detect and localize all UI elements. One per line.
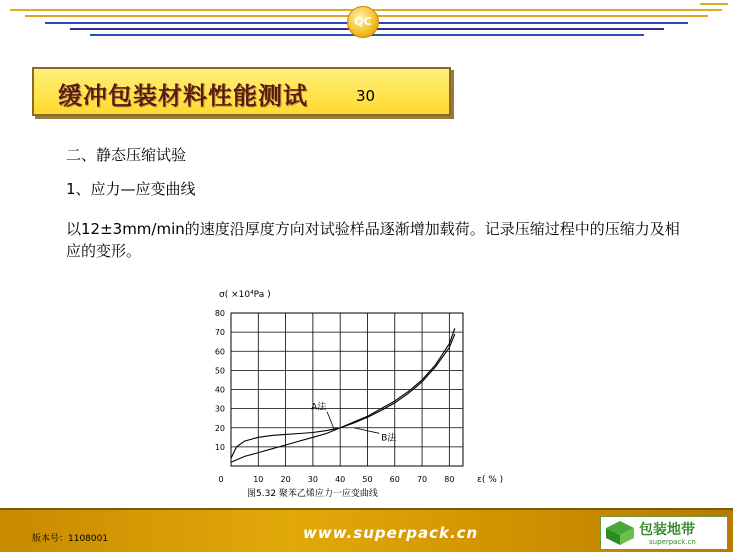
y-tick-label: 50 [214, 366, 225, 376]
x-axis-label: ε( % ) [477, 475, 504, 485]
y-tick-label: 70 [214, 328, 225, 338]
footer-url-link[interactable]: www.superpack.cn [303, 524, 479, 542]
x-tick-label: 70 [416, 475, 428, 484]
version-number: 版本号：1108001 [32, 534, 109, 544]
series-line-b [231, 328, 455, 462]
x-tick-label: 80 [444, 475, 455, 484]
y-tick-label: 30 [214, 404, 225, 414]
x-tick-label: 30 [307, 475, 318, 484]
page-number: 30 [356, 87, 376, 105]
y-tick-label: 80 [214, 309, 225, 318]
slide-title: 缓冲包装材料性能测试 [58, 82, 308, 110]
y-tick-label: 20 [214, 423, 225, 433]
x-tick-label: 60 [389, 475, 400, 484]
section-heading: 二、静态压缩试验 [66, 146, 187, 164]
annotation-a: A法 [311, 402, 327, 413]
logo-text: 包装地带 [639, 522, 695, 538]
y-axis-label: σ( ×10⁴Pa ) [219, 290, 271, 300]
x-tick-label: 20 [280, 475, 291, 484]
y-tick-label: 40 [214, 385, 225, 395]
y-tick-label: 10 [214, 442, 225, 452]
x-tick-label: 10 [253, 475, 264, 484]
package-box-icon [604, 519, 636, 546]
y-tick-label: 60 [214, 347, 225, 357]
x-tick-label: 40 [335, 475, 346, 484]
subsection-heading: 1、应力—应变曲线 [66, 180, 196, 198]
annotation-b-leader [354, 428, 379, 434]
footer-bar [0, 508, 733, 552]
slide-title-box [32, 67, 451, 116]
x-tick-label: 0 [218, 475, 224, 484]
x-tick-label: 50 [362, 475, 373, 484]
figure-caption: 图5.32 聚苯乙烯应力一应变曲线 [247, 489, 378, 499]
qc-logo-badge: QC [347, 6, 379, 38]
annotation-b: B法 [381, 433, 397, 444]
brand-logo [600, 516, 728, 550]
stress-strain-chart [205, 282, 505, 504]
body-paragraph: 以12±3mm/min的速度沿厚度方向对试验样品逐渐增加载荷。记录压缩过程中的压缩力及相应的变形。 [66, 220, 680, 260]
logo-subtext: superpack.cn [649, 538, 696, 546]
series-line-a [231, 334, 455, 458]
